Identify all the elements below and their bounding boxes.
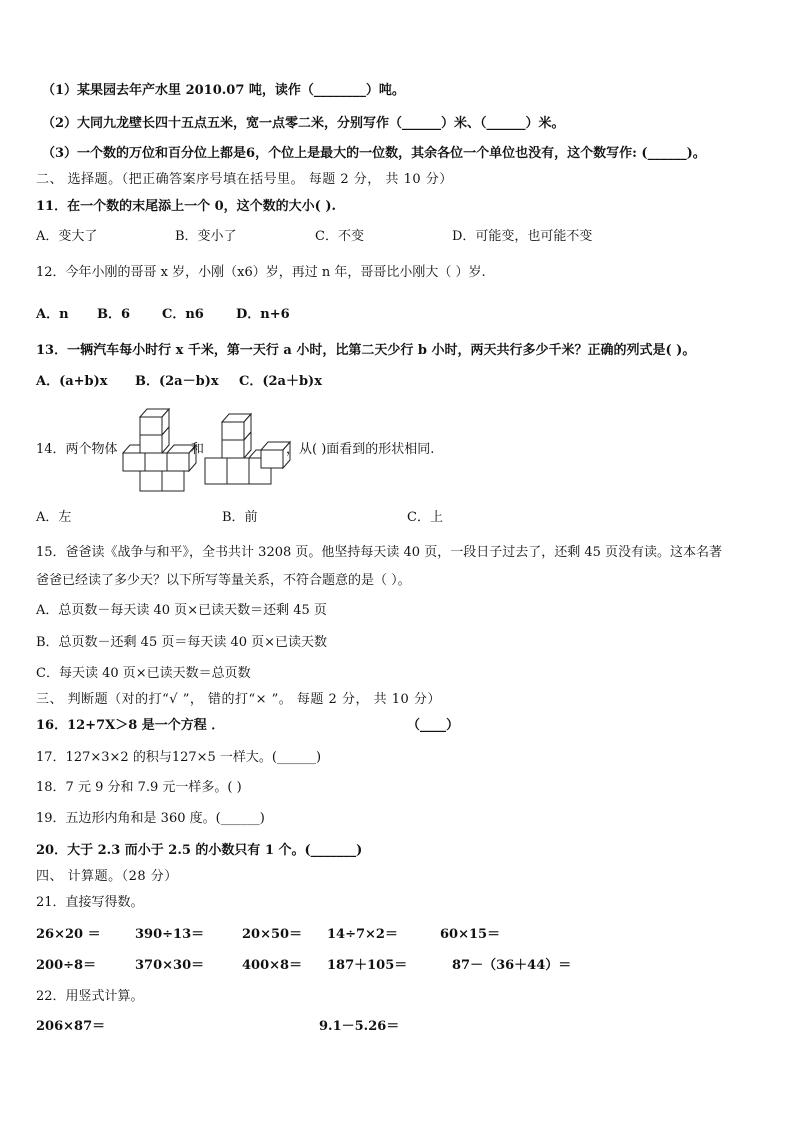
q14-option-b: B．前 [222, 510, 258, 525]
q21-expr: 400×8＝ [242, 958, 303, 973]
question-20: 20．大于 2.3 而小于 2.5 的小数只有 1 个。(_______) [36, 843, 363, 858]
q15-option-b: B．总页数－还剩 45 页＝每天读 40 页×已读天数 [36, 635, 328, 650]
q22-expr: 206×87＝ [36, 1019, 106, 1034]
question-21-stem: 21．直接写得数。 [36, 895, 144, 910]
q13-option-c: C．(2a＋b)x [239, 374, 322, 389]
question-14-prefix: 14．两个物体 [36, 442, 118, 457]
question-17: 17．127×3×2 的积与127×5 一样大。(______) [36, 750, 322, 765]
q15-option-c: C．每天读 40 页×已读天数＝总页数 [36, 666, 251, 681]
cube-figure-1 [120, 405, 195, 495]
q12-option-c: C．n6 [162, 307, 204, 322]
q21-expr: 20×50＝ [242, 927, 303, 942]
question-1-2: （2）大同九龙壁长四十五点五米，宽一点零二米，分别写作（______）米、（______）米。 [42, 116, 565, 131]
question-16-blank: （____） [407, 718, 460, 733]
section-2-title: 二、 选择题。（把正确答案序号填在括号里。 每题 2 分， 共 10 分） [36, 172, 453, 187]
q13-option-b: B．(2a－b)x [135, 374, 219, 389]
q21-expr: 60×15＝ [440, 927, 501, 942]
q14-option-a: A．左 [36, 510, 72, 525]
q21-expr: 87－（36＋44）＝ [452, 958, 572, 973]
question-1-3: （3）一个数的万位和百分位上都是6，个位上是最大的一位数，其余各位一个单位也没有，这个数写作: (______)。 [42, 146, 706, 161]
section-4-title: 四、 计算题。（28 分） [36, 869, 178, 884]
question-15-stem-line2: 爸爸已经读了多少天？以下所写等量关系，不符合题意的是（ ）。 [36, 573, 411, 588]
q11-option-d: D．可能变，也可能不变 [452, 229, 593, 244]
q21-expr: 390÷13＝ [135, 927, 205, 942]
q14-option-c: C．上 [407, 510, 443, 525]
q13-option-a: A．(a+b)x [36, 374, 108, 389]
cube-figure-2 [205, 410, 295, 490]
question-1-1: （1）某果园去年产水里 2010.07 吨，读作（________）吨。 [42, 83, 405, 98]
question-18: 18．7 元 9 分和 7.9 元一样多。( ) [36, 780, 242, 795]
q21-expr: 187＋105＝ [327, 958, 408, 973]
q15-option-a: A．总页数－每天读 40 页×已读天数＝还剩 45 页 [36, 603, 327, 618]
q12-option-b: B．6 [97, 307, 131, 322]
q21-expr: 370×30＝ [135, 958, 205, 973]
question-22-stem: 22．用竖式计算。 [36, 989, 144, 1004]
question-11-stem: 11．在一个数的末尾添上一个 0，这个数的大小( ). [36, 199, 337, 214]
question-19: 19．五边形内角和是 360 度。(______) [36, 811, 265, 826]
q11-option-c: C．不变 [315, 229, 364, 244]
q11-option-a: A．变大了 [36, 229, 98, 244]
question-14-and: 和 [191, 442, 205, 457]
question-15-stem-line1: 15．爸爸读《战争与和平》，全书共计 3208 页。他坚持每天读 40 页，一段日子过去了，还剩 45 页没有读。这本名著 [36, 545, 723, 560]
question-12-stem: 12．今年小刚的哥哥 x 岁，小刚（x6）岁，再过 n 年，哥哥比小刚大（ ）岁. [36, 265, 486, 280]
q21-expr: 200÷8＝ [36, 958, 97, 973]
q21-expr: 14÷7×2＝ [327, 927, 398, 942]
q11-option-b: B．变小了 [175, 229, 237, 244]
q12-option-a: A．n [36, 307, 69, 322]
question-16: 16．12+7X＞8 是一个方程 ． [36, 718, 225, 733]
question-13-stem: 13．一辆汽车每小时行 x 千米，第一天行 a 小时，比第二天少行 b 小时，两天共行多少千米？正确的列式是( )。 [36, 343, 696, 358]
q12-option-d: D．n+6 [236, 307, 290, 322]
section-3-title: 三、 判断题（对的打“√ ”， 错的打“× ”。 每题 2 分， 共 10 分） [36, 692, 441, 707]
q22-expr: 9.1－5.26＝ [319, 1019, 400, 1034]
q21-expr: 26×20 ＝ [36, 927, 101, 942]
question-14-suffix: ，从( )面看到的形状相同. [286, 442, 435, 457]
